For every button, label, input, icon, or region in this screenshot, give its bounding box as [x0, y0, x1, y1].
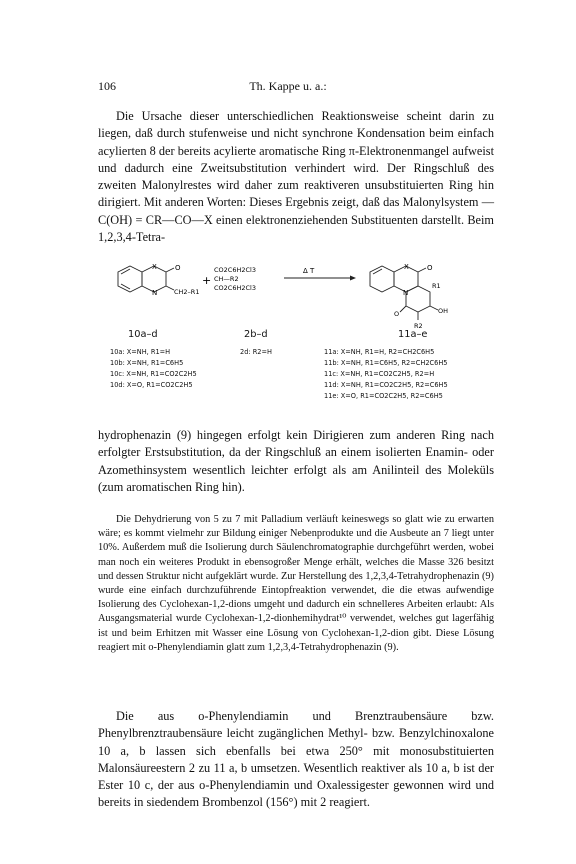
paragraph-1: Die Ursache dieser unterschiedlichen Reaktionsweise scheint darin zu liegen, daß durch stufenweise und nicht synchrone Kondensation beim einfach acylierten 8 der bereits acylierte aromatische Ring π-Elektronenmangel aufweist und dadurch eine Zweitsubstitution verhindert wird. Der Ringschluß des zweiten Malonylrestes wird daher zum reaktiveren unsubstituierten Ring hin dirigiert. Mit anderen Worten: Dieses Ergebnis zeigt, daß das Malonylsystem —C(OH) = CR—CO—X einen elektronenziehenden Substituenten darstellt. Beim 1,2,3,4-Tetra- — [98, 109, 494, 245]
paragraph-2: hydrophenazin (9) hingegen erfolgt kein Dirigieren zum anderen Ring nach erfolgter Erstsubstitution, da der Ringschluß an einem isolierten Enamin- oder Azomethinsystem wesentlich leichter erfolgt als am Anilinteil des Moleküls (zum aromatischen Ring hin). — [98, 428, 494, 494]
reagent-ester-top: CO2C6H2Cl3 — [214, 266, 256, 274]
compound-11a: 11a: X=NH, R1=H, R2=CH2C6H5 — [324, 348, 435, 356]
arrow-head-icon — [350, 276, 356, 281]
compound-11c: 11c: X=NH, R1=CO2C2H5, R2=H — [324, 370, 435, 378]
compound-10d: 10d: X=O, R1=CO2C2H5 — [110, 381, 193, 389]
scheme-structures — [98, 262, 494, 332]
label-11a-e: 11a–e — [398, 329, 428, 340]
atom-o-11: O — [427, 264, 433, 272]
reaction-scheme — [98, 262, 494, 402]
label-10a-d: 10a–d — [128, 329, 158, 340]
paragraph-3: Die Dehydrierung von 5 zu 7 mit Palladium verläuft keineswegs so glatt wie zu erwarten wäre; es kommt vielmehr zur Bildung einiger Nebenprodukte und die Ausbeute an 7 liegt unter 10%. Außerdem muß die Isolierung durch Säulenchromatographie durchgeführt werden, wobei man noch ein weiteres Produkt in ebensogroßer Menge erhält, welches die Masse 326 besitzt und dessen Struktur nicht aufgeklärt wurde. Zur Herstellung des 1,2,3,4-Tetrahydrophenazin (9) wurde eine einfach durchzuführende Eintopfreaktion verwendet, die die etwas aufwendige Isolierung des Cyclohexan-1,2-dions umgeht und dadurch ein schnelleres Arbeiten erlaubt: Als Ausgangsmaterial wurde Cyclohexan-1,2-dionhemihydrat¹⁰ verwendet, welches gut lagerfähig ist und beim Erhitzen mit Wasser eine Lösung von Cyclohexan-1,2-dion gibt. Diese Lösung reagiert mit o-Phenylendiamin glatt zum 1,2,3,4-Tetrahydrophenazin (9). — [98, 514, 494, 653]
atom-n-10: N — [152, 289, 158, 297]
substituent-r1: R1 — [432, 282, 441, 290]
substituent-oh: OH — [438, 307, 449, 315]
reagent-ch-r2: CH—R2 — [214, 275, 239, 283]
paragraph-4: Die aus o-Phenylendiamin und Brenztraubensäure bzw. Phenylbrenztraubensäure leicht zugänglichen Methyl- bzw. Benzylchinoxalone 10 a, b lassen sich ebenfalls bei etwa 250° mit monosubstituierten Malonsäureestern 2 zu 11 a, b umsetzen. Wesentlich reaktiver als 10 a, b ist der Ester 10 c, der aus o-Phenylendiamin und Oxalessigester gewonnen wird und bereits in siedendem Brombenzol (156°) mit 2 reagiert. — [98, 709, 494, 810]
plus-sign: + — [202, 274, 212, 287]
compound-11e: 11e: X=O, R1=CO2C2H5, R2=C6H5 — [324, 392, 443, 400]
substituent-ch2r1: CH2–R1 — [174, 288, 200, 296]
arrow-label: Δ T — [303, 267, 315, 275]
running-title: Th. Kappe u. a.: — [249, 79, 327, 93]
compound-2d: 2d: R2=H — [240, 348, 272, 356]
atom-x-11: X — [404, 263, 409, 271]
atom-o-10: O — [175, 264, 181, 272]
compound-10a: 10a: X=NH, R1=H — [110, 348, 171, 356]
quinoxalinone-ring-10 — [118, 266, 174, 292]
reagent-ester-bottom: CO2C6H2Cl3 — [214, 284, 256, 292]
atom-n-11: N — [403, 289, 409, 297]
label-2b-d: 2b–d — [244, 329, 268, 340]
substituent-r2: R2 — [414, 322, 423, 330]
compound-11b: 11b: X=NH, R1=C6H5, R2=CH2C6H5 — [324, 359, 448, 367]
page-number: 106 — [98, 79, 116, 93]
carbonyl-o-11: O — [394, 310, 400, 318]
compound-10c: 10c: X=NH, R1=CO2C2H5 — [110, 370, 197, 378]
atom-x-10: X — [152, 263, 157, 271]
compound-10b: 10b: X=NH, R1=C6H5 — [110, 359, 184, 367]
compound-11d: 11d: X=NH, R1=CO2C2H5, R2=C6H5 — [324, 381, 448, 389]
